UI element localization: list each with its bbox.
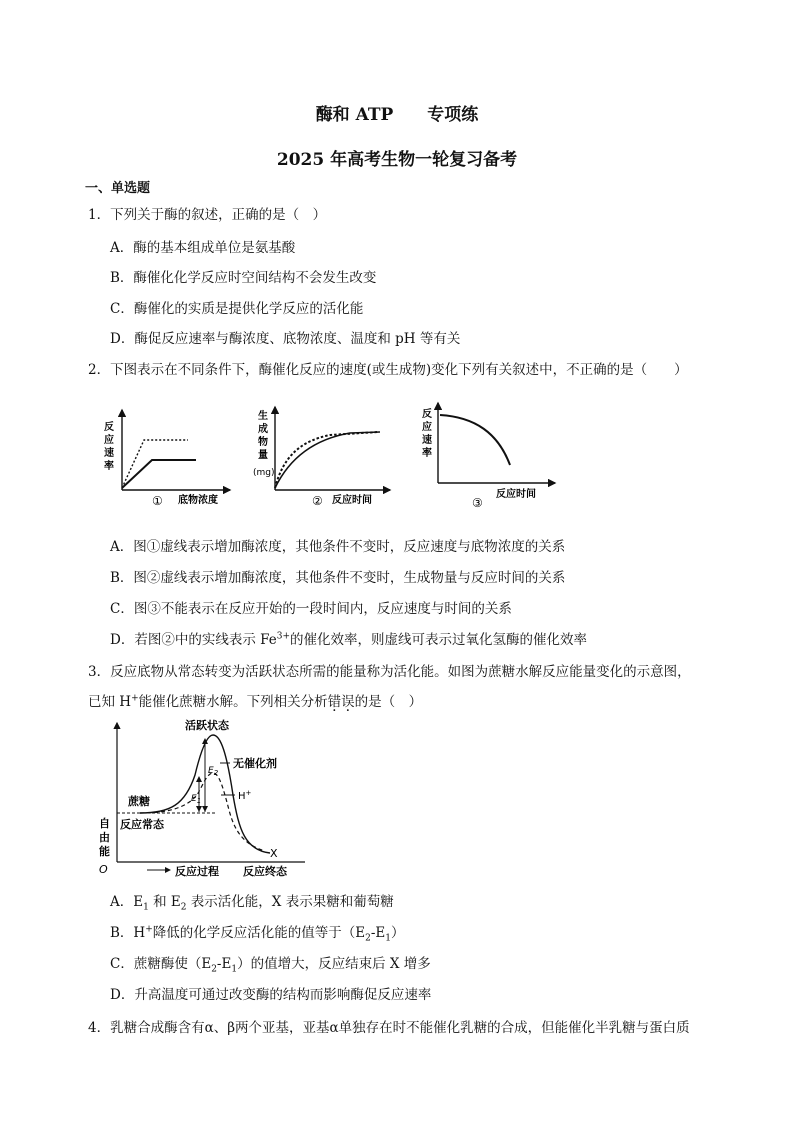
q2-option-c: C．图③不能表示在反应开始的一段时间内，反应速度与时间的关系 [110,601,512,617]
q3-option-c: C．蔗糖酶使$(E_2-E_1)$的值增大，反应结束后 X 增多 [110,956,431,975]
q2-option-b: B．图②虚线表示增加酶浓度，其他条件不变时，生成物量与反应时间的关系 [110,570,566,586]
label-no-catalyst: 无催化剂 [233,757,277,770]
fig1-number: ① [152,494,163,508]
q2-figures [100,395,560,515]
fig3-ylabel-4: 率 [422,448,432,459]
fig3-ylabel-1: 反 [422,409,432,420]
label-h-plus: H+ [238,789,252,802]
label-active-state: 活跃状态 [185,719,229,732]
label-e1: $E_1$ [191,794,202,805]
fig3-ylabel-2: 应 [422,422,432,433]
label-e2: $E_2$ [208,766,219,777]
q2-figure-2 [253,407,390,508]
fig1-ylabel-2: 应 [104,435,114,446]
fig2-number: ② [312,494,323,508]
fig2-xlabel: 反应时间 [332,495,372,506]
q3-stem-line2: 已知 H+能催化蔗糖水解。下列相关分析错误的是（ ） [88,693,423,710]
q2-figure-3 [422,403,555,510]
q3-option-b: B．H+降低的化学反应活化能的值等于$(E_2-E_1)$ [110,924,405,944]
label-origin: O [99,863,108,876]
q3-stem-line1: 3．反应底物从常态转变为活跃状态所需的能量称为活化能。如图为蔗糖水解反应能量变化的示意图， [88,664,691,680]
label-sucrose: 蔗糖 [128,795,150,808]
fig1-xlabel: 底物浓度 [178,495,218,506]
q3-option-a: A．$E_1$ 和 $E_2$ 表示活化能，X 表示果糖和葡萄糖 [110,894,394,913]
fig2-ylabel-3: 物 [258,437,268,448]
doc-title: 酶和 ATP 专项练 [315,105,479,125]
q3-energy-diagram [95,715,315,880]
section-heading: 一、单选题 [85,181,151,196]
q1-option-a: A．酶的基本组成单位是氨基酸 [110,240,296,256]
ylabel-2: 由 [99,831,110,844]
fig3-ylabel-3: 速 [422,435,432,446]
q1-option-d: D．酶促反应速率与酶浓度、底物浓度、温度和 pH 等有关 [110,331,461,347]
q1-option-c: C．酶催化的实质是提供化学反应的活化能 [110,301,364,317]
q4-stem: 4．乳糖合成酶含有α、β两个亚基，亚基α单独存在时不能催化乳糖的合成，但能催化半乳糖与蛋白质 [88,1020,690,1036]
ylabel-1: 自 [99,817,110,830]
q2-option-a: A．图①虚线表示增加酶浓度，其他条件不变时，反应速度与底物浓度的关系 [110,539,566,555]
q2-figure-1 [104,410,230,508]
ylabel-3: 能 [99,845,110,858]
q3-option-d: D．升高温度可通过改变酶的结构而影响酶促反应速率 [110,987,432,1003]
label-x: X [270,847,278,860]
doc-subtitle: 2025 年高考生物一轮复习备考 [276,150,518,170]
q2-option-d: D．若图②中的实线表示 $Fe^{3+}$的催化效率，则虚线可表示过氧化氢酶的催化效率 [110,631,588,648]
fig3-number: ③ [472,496,483,510]
label-process: 反应过程 [175,865,219,878]
fig3-xlabel: 反应时间 [496,489,536,500]
label-final-state: 反应终态 [243,865,287,878]
fig1-ylabel-4: 率 [104,461,114,472]
fig1-ylabel-3: 速 [104,448,114,459]
q1-stem: 1．下列关于酶的叙述，正确的是（ ） [88,207,327,223]
fig1-ylabel-1: 反 [104,422,114,433]
label-normal-state: 反应常态 [120,818,164,831]
fig2-unit: (mg) [253,468,275,478]
fig2-ylabel-4: 量 [258,450,268,461]
fig2-ylabel-1: 生 [258,411,268,422]
q2-stem: 2．下图表示在不同条件下，酶催化反应的速度(或生成物)变化下列有关叙述中，不正确的是（ ） [88,362,688,378]
fig2-ylabel-2: 成 [258,424,268,435]
q1-option-b: B．酶催化化学反应时空间结构不会发生改变 [110,270,377,286]
